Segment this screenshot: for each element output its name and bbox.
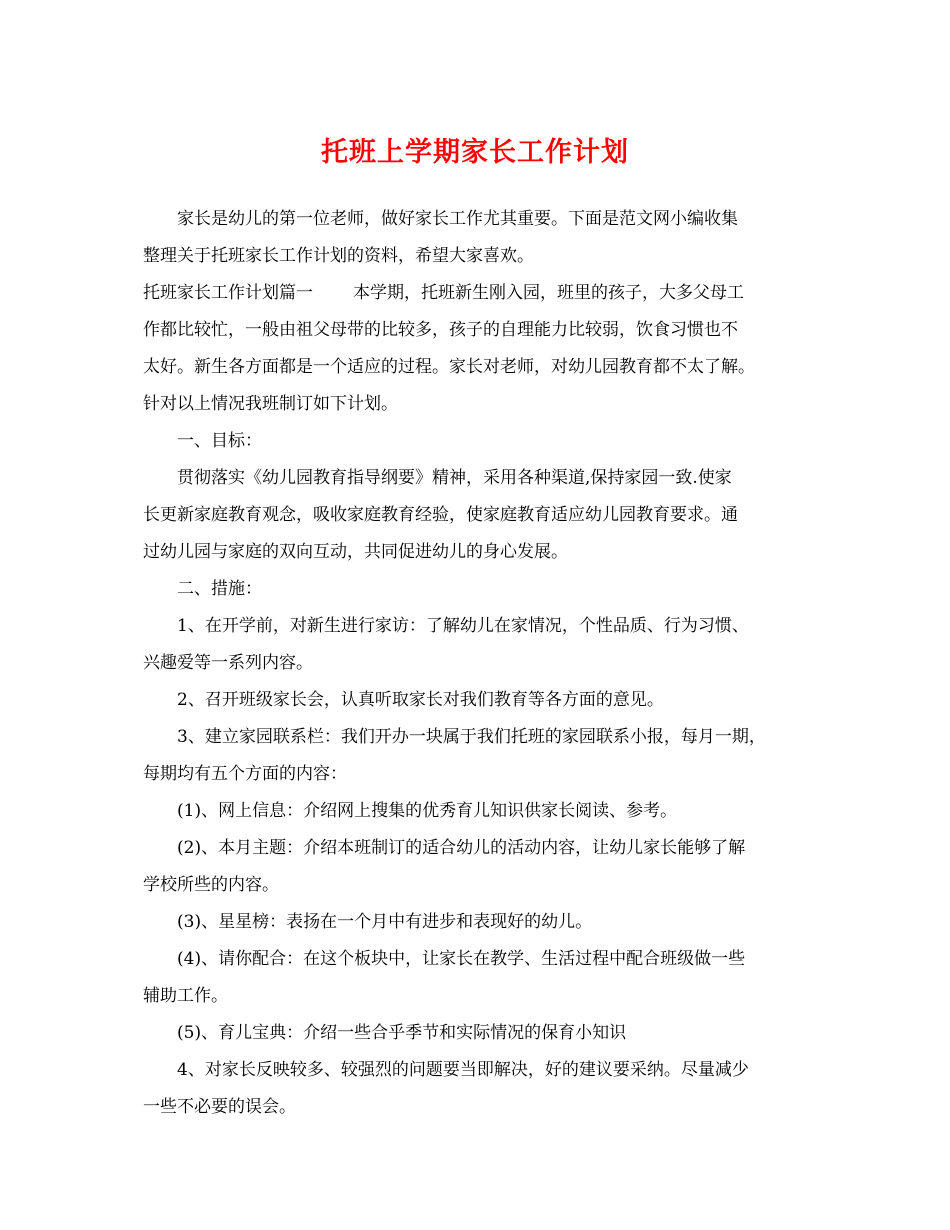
section-heading: 一、目标： — [177, 431, 262, 451]
sub-list-item: (1)、网上信息：介绍网上搜集的优秀育儿知识供家长阅读、参考。 — [177, 801, 678, 821]
list-item-continued: 每期均有五个方面的内容： — [143, 764, 347, 784]
section-heading: 托班家长工作计划篇一 — [143, 283, 313, 303]
sub-list-item: (2)、本月主题：介绍本班制订的适合幼儿的活动内容，让幼儿家长能够了解 — [177, 838, 746, 858]
paragraph-text: 本学期，托班新生刚入园，班里的孩子，大多父母工 — [353, 283, 744, 303]
sub-list-item: (4)、请你配合：在这个板块中，让家长在教学、生活过程中配合班级做一些 — [177, 949, 746, 969]
paragraph-line: 太好。新生各方面都是一个适应的过程。家长对老师，对幼儿园教育都不太了解。 — [143, 357, 755, 377]
paragraph-line: 过幼儿园与家庭的双向互动，共同促进幼儿的身心发展。 — [143, 542, 568, 562]
paragraph-line — [143, 281, 744, 305]
list-item: 3、建立家园联系栏：我们开办一块属于我们托班的家园联系小报，每月一期， — [177, 727, 766, 747]
sub-list-item-continued: 辅助工作。 — [143, 986, 228, 1006]
paragraph-line: 整理关于托班家长工作计划的资料，希望大家喜欢。 — [143, 246, 534, 266]
paragraph-line: 针对以上情况我班制订如下计划。 — [143, 394, 398, 414]
paragraph-line: 作都比较忙，一般由祖父母带的比较多，孩子的自理能力比较弱，饮食习惯也不 — [143, 320, 738, 340]
sub-list-item: (3)、星星榜：表扬在一个月中有进步和表现好的幼儿。 — [177, 912, 593, 932]
list-item-continued: 一些不必要的误会。 — [143, 1097, 296, 1117]
document-title: 托班上学期家长工作计划 — [321, 137, 629, 168]
list-item-continued: 兴趣爱等一系列内容。 — [143, 653, 313, 673]
paragraph-line: 贯彻落实《幼儿园教育指导纲要》精神，采用各种渠道,保持家园一致.使家 — [177, 468, 732, 488]
sub-list-item: (5)、育儿宝典：介绍一些合乎季节和实际情况的保育小知识 — [177, 1023, 627, 1043]
paragraph-line: 长更新家庭教育观念，吸收家庭教育经验，使家庭教育适应幼儿园教育要求。通 — [143, 505, 738, 525]
list-item: 1、在开学前，对新生进行家访：了解幼儿在家情况，个性品质、行为习惯、 — [177, 616, 749, 636]
section-heading: 二、措施： — [177, 579, 262, 599]
sub-list-item-continued: 学校所些的内容。 — [143, 875, 279, 895]
list-item: 2、召开班级家长会，认真听取家长对我们教育等各方面的意见。 — [177, 690, 664, 710]
paragraph-line: 家长是幼儿的第一位老师，做好家长工作尤其重要。下面是范文网小编收集 — [177, 209, 738, 229]
list-item: 4、对家长反映较多、较强烈的问题要当即解决，好的建议要采纳。尽量减少 — [177, 1060, 749, 1080]
